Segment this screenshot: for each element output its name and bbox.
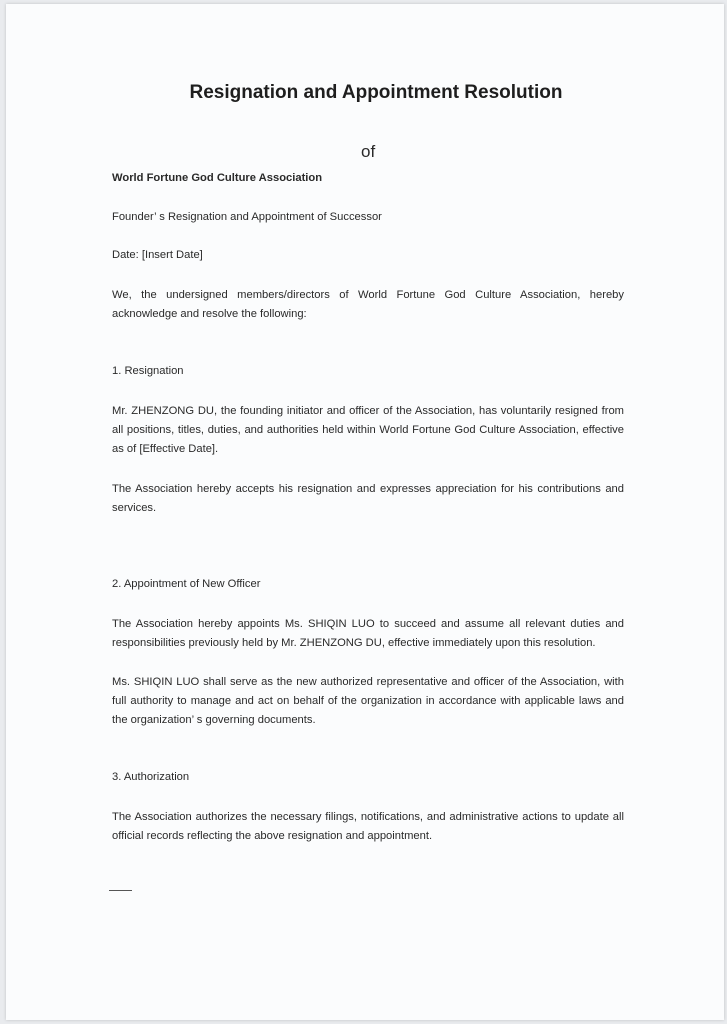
section-paragraph: The Association authorizes the necessary filings, notifications, and administrative actions to update all official records reflecting the above resignation and appointment. <box>112 811 624 842</box>
section-paragraph: The Association hereby appoints Ms. SHIQIN LUO to succeed and assume all relevant duties and responsibilities previously held by Mr. ZHENZONG DU, effective immediately upon this resolution. <box>112 618 624 649</box>
signature-line <box>109 890 132 891</box>
section-paragraph: Ms. SHIQIN LUO shall serve as the new authorized representative and officer of the Association, with full authority to manage and act on behalf of the organization in accordance with applicable laws and the organization’ s governing documents. <box>112 676 624 726</box>
section-paragraph: Mr. ZHENZONG DU, the founding initiator and officer of the Association, has voluntarily resigned from all positions, titles, duties, and authorities held within World Fortune God Culture Association, effective as of [Effective Date]. <box>112 405 624 455</box>
section-heading-appointment: 2. Appointment of New Officer <box>112 578 261 590</box>
document-title: Resignation and Appointment Resolution <box>189 82 563 103</box>
date-line: Date: [Insert Date] <box>112 249 203 261</box>
organization-name: World Fortune God Culture Association <box>112 172 323 184</box>
document-subtitle: Founder’ s Resignation and Appointment of Successor <box>112 211 382 223</box>
section-paragraph: The Association hereby accepts his resignation and expresses appreciation for his contributions and services. <box>112 483 624 514</box>
title-connector: of <box>361 142 376 161</box>
section-heading-authorization: 3. Authorization <box>112 771 190 783</box>
document-page <box>6 4 724 1020</box>
section-heading-resignation: 1. Resignation <box>112 365 184 377</box>
intro-paragraph: We, the undersigned members/directors of World Fortune God Culture Association, hereby acknowledge and resolve the following: <box>112 289 624 320</box>
